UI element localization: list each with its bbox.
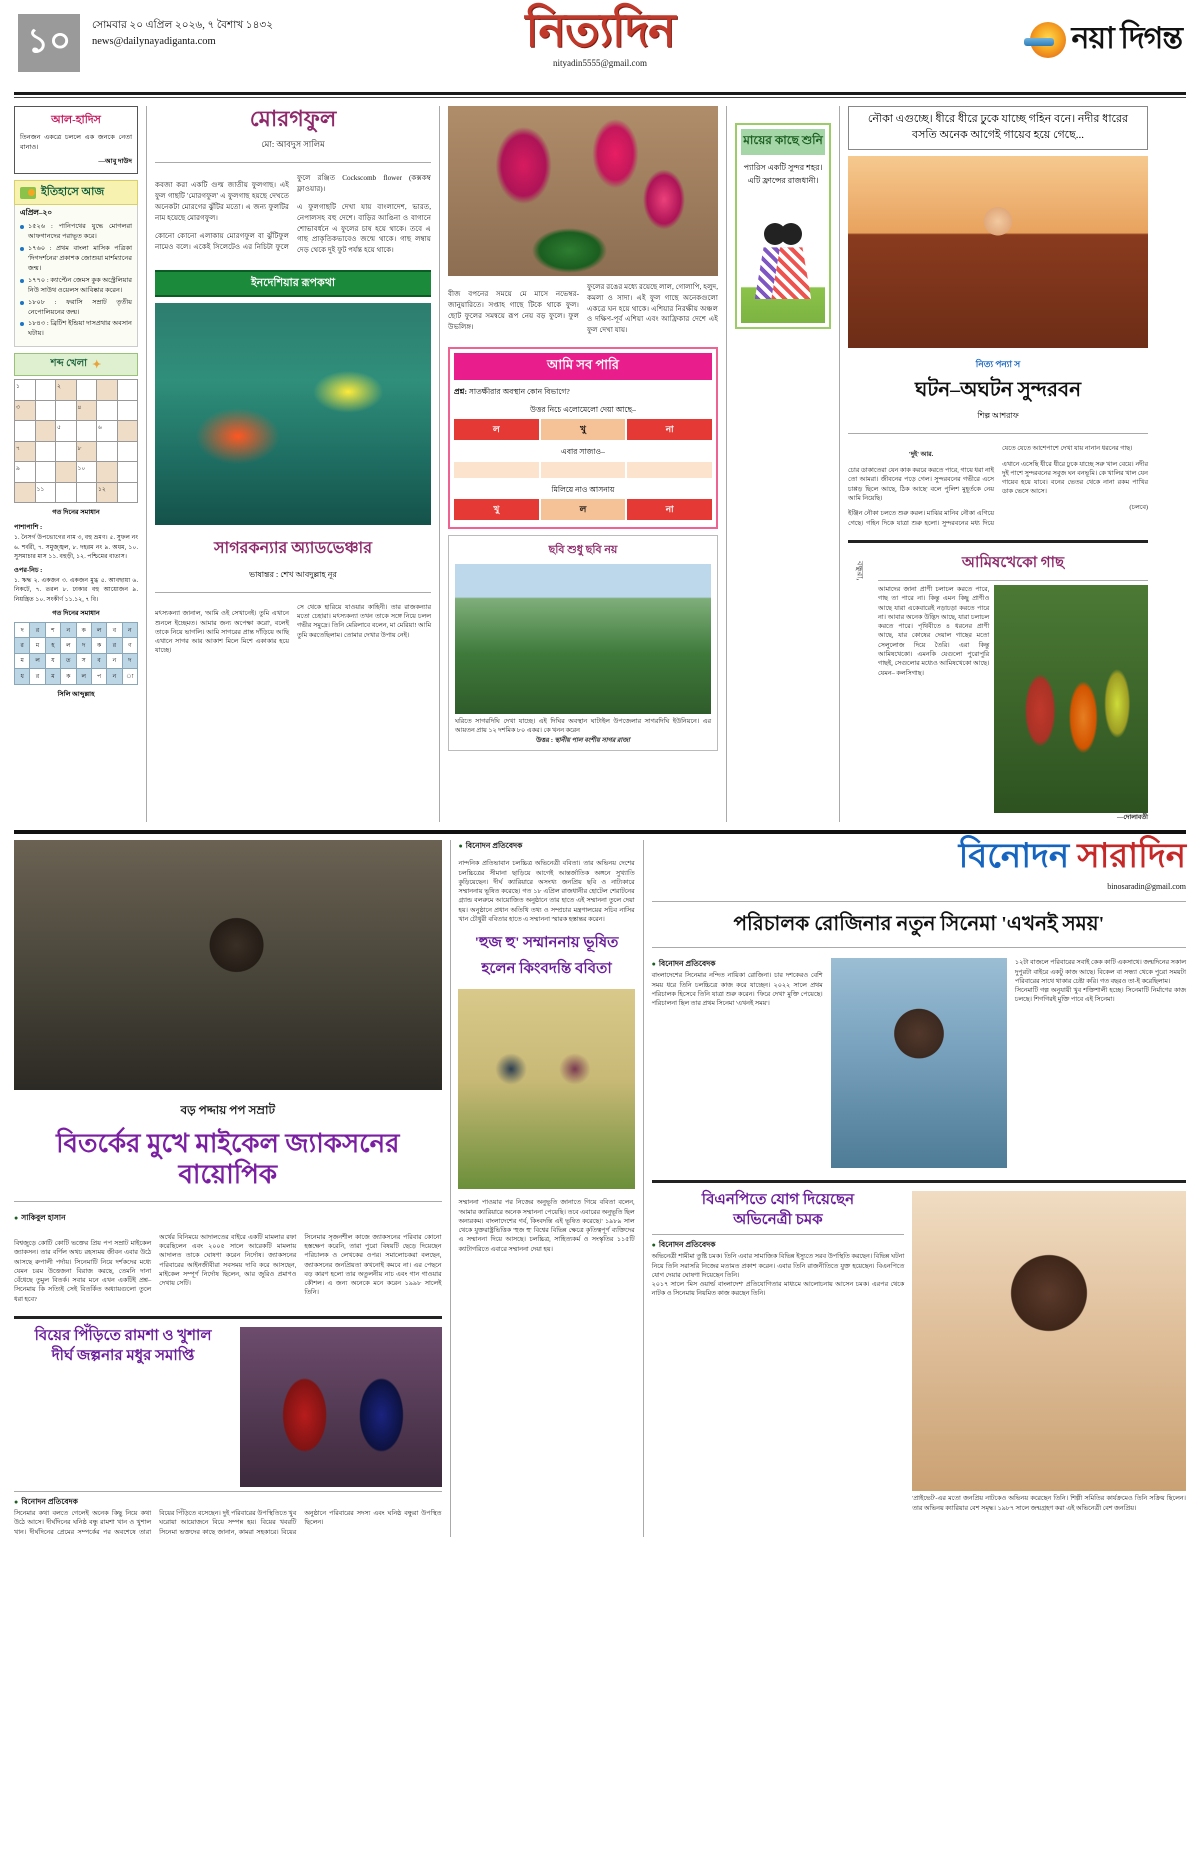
- chomok-photo: [912, 1191, 1186, 1491]
- column-divider: [439, 106, 440, 822]
- michael-jackson-photo: [14, 840, 442, 1090]
- mermaid-title: সাগরকন্যার অ্যাডভেঞ্চার: [213, 539, 372, 557]
- sundarban-brand: নিত্য পন্যা স: [975, 358, 1021, 369]
- cw-cell[interactable]: ১০: [77, 462, 97, 482]
- cw-cell[interactable]: [36, 421, 56, 441]
- cw-cell[interactable]: [36, 401, 56, 421]
- cw-sol-cell: দ: [15, 623, 29, 637]
- answer-label: উত্তর :: [536, 736, 553, 744]
- column-divider: [726, 106, 727, 822]
- cw-cell[interactable]: ৩: [15, 401, 35, 421]
- cw-sol-cell: ক: [61, 669, 75, 683]
- history-title: ইতিহাসে আজ: [41, 186, 105, 199]
- morogful-body: [155, 173, 431, 258]
- rozina-byline: ● বিনোদন প্রতিবেদক: [652, 958, 823, 971]
- cw-cell[interactable]: [97, 401, 117, 421]
- mermaid-byline: ভাষান্তর : শেখ আবদুল্লাহ নূর: [249, 569, 337, 579]
- quiz-title: আমি সব পারি: [454, 353, 712, 380]
- history-item: ১৮০৮ : ফরাসি সম্রাট তৃতীয় নেপোলিয়নের জন্ম।: [20, 298, 132, 318]
- crossword-solution-grid: [14, 622, 138, 685]
- crossword-caption2: গত দিনের সমাধান: [52, 610, 100, 618]
- cockscomb-flower-photo: [448, 106, 718, 276]
- cw-sol-cell: ন: [107, 669, 121, 683]
- sundarban-body: [848, 444, 1148, 528]
- rozina-content: [652, 958, 1186, 1168]
- pitcher-content: [878, 585, 1148, 813]
- cw-sol-cell: ণ: [123, 638, 137, 652]
- paragraph: এ ফুলগাছটি দেখা যায় বাংলাদেশ, ভারত, নেপালসহ বহু দেশে। বাড়ির আঙিনা ও বাগানে শোভাবর্ধনে এ ফুলের চাষ হয়ে থাকে। তবে এ গাছ প্রাকৃতিকভাবেও জন্মে থাকে। গাছ লম্বায় দেড় থেকে দুই ফুট পর্যন্ত হয়ে থাকে।: [297, 203, 431, 255]
- mermaid-illustration: [155, 303, 431, 525]
- cw-cell[interactable]: ১: [15, 380, 35, 400]
- cw-cell[interactable]: [77, 380, 97, 400]
- quiz-question: সাতক্ষীরার অবস্থান কোন বিভাগে?: [468, 387, 570, 397]
- boat-quote-text: নৌকা এগুচ্ছে। ধীরে ধীরে ঢুকে যাচ্ছে গহিন বনে। নদীর ধারের বসতি অনেক আগেই গায়েব হয়ে গেছে...: [867, 113, 1129, 141]
- cw-sol-cell: স: [77, 654, 91, 668]
- column-left: [14, 106, 138, 822]
- quiz-hint: উত্তর নিচে এলোমেলো দেয়া আছে–: [530, 404, 636, 414]
- divider: [848, 540, 1148, 543]
- cw-cell[interactable]: [118, 380, 138, 400]
- wedding-byline: ● বিনোদন প্রতিবেদক: [14, 1496, 442, 1509]
- ent-mast-red: সারাদিন: [1077, 838, 1186, 876]
- mj-byline: ● সাকিবুল হাসান: [14, 1212, 442, 1225]
- quiz-blank[interactable]: [541, 462, 626, 478]
- sundarban-subhead: 'দুই' আর.: [908, 451, 934, 459]
- photo-story-caption: ঘরিতে সাগরদিঘি দেখা যাচ্ছে। এই দিঘির অবস্থান ঘাটাইল উপজেলার সাগরদিঘি ইউনিয়নে। এর আয়তন প্রায় ১২ দশমিক ৮০ একর। কে খনন করেন: [455, 717, 711, 735]
- cw-cell[interactable]: [36, 462, 56, 482]
- lake-photo: [455, 564, 711, 714]
- babita-col2: সম্মাননা পাওয়ার পর নিজের অনুভূতি জানাতে গিয়ে ববিতা বলেন, 'আমার ক্যারিয়ারে অনেক সম্মাননা পেয়েছি। তবে এবারের অনুভূতি ছিল অন্যরকম। বাংলাদেশের গর্ব, কিংবদন্তি এই ভূষিত করেছে।' ১৯৮৯ সাল থেকে যুক্তরাষ্ট্রভিত্তিক 'হুজ হু' বিশ্বের বিভিন্ন ক্ষেত্রে কৃতিত্বপূর্ণ ব্যক্তিদের এ সম্মাননা দিয়ে আসছে। চলচ্চিত্র, সাহিত্যকর্ম ও সংস্কৃতির ১১৫টি ক্যাটাগরিতে এবারে সম্মাননা দেয়া হয়।: [458, 1199, 635, 1253]
- cw-sol-cell: প: [92, 669, 106, 683]
- answer-value: স্থানীয় পাল বংশীয় সাগর রাজা: [554, 736, 630, 744]
- photo-story-box: [448, 535, 718, 751]
- history-list: [14, 205, 138, 347]
- rozina-photo: [831, 958, 1007, 1168]
- mother-box: [735, 123, 831, 330]
- quiz-tile[interactable]: ল: [454, 419, 539, 440]
- crossword-header: [14, 353, 138, 376]
- paragraph: এখানে এসেছি ধীরে ধীরে ঢুকে যাচ্ছে সরু খাল বেয়ে। নদীর দুই পাশে সুন্দরবনের সবুজ ঘন বনভূমি। কে খালির খাল যেন গায়েব হয়ে যাবে। বনের ভেতর থেকে নানা রকম পাখির ডাক ভেসে আসে।: [1002, 460, 1148, 496]
- cw-sol-cell: ল: [77, 669, 91, 683]
- paragraph: কোনো কোনো এলাকায় মোরগফুল বা ঝুঁটিফুল নামেও বলে। একেই সিলেটেও এর নিচিটা ফুলে ফুলে রঞ্জিত Cockscomb flower (কক্সকম্ব ফ্লাওয়ার)।: [155, 174, 431, 251]
- babita-award-photo: [458, 989, 634, 1189]
- wedding-headline-wrap: [14, 1327, 232, 1487]
- cw-sol-cell: র: [107, 638, 121, 652]
- cw-sol-cell: ন: [61, 623, 75, 637]
- page-number: ১০: [18, 14, 80, 72]
- quiz-match-label: মিলিয়ে নাও আসনায়: [551, 484, 615, 494]
- chomok-photo-wrap: [912, 1191, 1186, 1513]
- sundarban-continued: (চলবে): [1129, 504, 1148, 512]
- masthead-dateblock: [92, 14, 273, 50]
- crossword-across-label: পাশাপাশি :: [14, 524, 43, 532]
- entertainment-masthead: [652, 840, 1186, 874]
- cw-cell[interactable]: [118, 442, 138, 462]
- cw-cell[interactable]: [118, 462, 138, 482]
- divider: [652, 947, 1186, 948]
- paper-logo: নয়া দিগন্ত: [1071, 22, 1182, 55]
- paragraph: সিনেমাটি গল্প অনুযায়ী খুব শক্তিশালী হচ্ছে। সিনেমাটি নির্মাণের কাজ চলছে। শিগগিরই মুক্তি পাবে এই সিনেমা।: [1014, 987, 1186, 1004]
- divider: [652, 1180, 1186, 1183]
- quiz-answer-tile: ল: [541, 499, 626, 520]
- kid-figure-right: [769, 223, 813, 309]
- morogful-title: মোরগফুল: [249, 106, 337, 131]
- mj-body: [14, 1233, 442, 1304]
- wedding-top: [14, 1327, 442, 1487]
- pitcher-main: [878, 551, 1148, 822]
- history-item: ১৮৪৩ : ব্রিটিশ ইন্ডিয়া দাসপ্রথার অবসান ঘটায়।: [20, 319, 132, 339]
- ent-mast-blue: বিনোদন: [958, 838, 1070, 876]
- cw-cell[interactable]: ৯: [15, 462, 35, 482]
- paragraph: ফুলের রঙের মধ্যে রয়েছে লাল, গোলাপি, হলুদ, কমলা ও সাদা। এই ফুল গাছে অনেকগুলো একত্রে ঘন হয়ে থাকে। এশিয়ার নিরক্ষীয় অঞ্চল ও দক্ষিণ-পূর্ব এশিয়া এবং আফ্রিকার দেশে এই ফুল দেখা যায়।: [587, 283, 718, 335]
- paragraph: চোর ডাকাতেরা যেন কাক কররে করতে পারে, গায়ে ধরা নাই তো আমরা। জীবনের পড়ে গেল। সুন্দরবনের গভীরে এসে চাপ্পড় ছিলে আছে, ঠিক আছে' বলে পুলিশ মুহূর্তকে নেয় আমি নিয়েছি।: [848, 466, 994, 502]
- chomok-text-wrap: [652, 1191, 905, 1513]
- cw-cell[interactable]: ২: [56, 380, 76, 400]
- crossword-down-text: ১. ঋদ্ধ ২. একজন ৩. একজন মুগ্ধ ৫. আবছায়া ৬. নিকটে, ৭. তরল ৮. ঢাকার বহু আয়োজন ৯. নিয়ন্ত্রিত ১০. সংকীর্ণ ১১.১২, ৭ বি।: [14, 577, 138, 603]
- pitcher-plant-photo: [994, 585, 1148, 813]
- cw-cell[interactable]: [15, 483, 35, 503]
- divider: [652, 1234, 905, 1235]
- crossword-grid[interactable]: [14, 379, 138, 503]
- cw-sol-cell: ন: [107, 654, 121, 668]
- paragraph: বাংলাদেশের সিনেমার নন্দিত নায়িকা রোজিনা। চার দশকেরও বেশি সময় ধরে তিনি চলচ্চিত্রে কাজ করে যাচ্ছেন। ২০২২ সালে প্রথম পরিচালক হিসেবে তিনি যাত্রা শুরু করেন। 'ফিরে দেখা' মুক্তি পেয়েছে। পরিচালনা ছিল তার প্রথম সিনেমা 'এখনই সময়'।: [651, 972, 823, 1008]
- divider: [848, 433, 1148, 434]
- rozina-headline: পরিচালক রোজিনার নতুন সিনেমা 'এখনই সময়': [733, 913, 1105, 936]
- section-separator: [14, 830, 1186, 834]
- babita-headline-2: হলেন কিংবদন্তি ববিতা: [481, 960, 612, 977]
- quiz-answer-tile: না: [627, 499, 712, 520]
- cw-cell[interactable]: [118, 401, 138, 421]
- divider: [155, 592, 431, 593]
- al-hadis-box: [14, 106, 138, 174]
- al-hadis-text: তিনজন একত্রে চললে এক জনকে নেতা বানাও।: [20, 134, 132, 152]
- column-divider: [839, 106, 840, 822]
- cw-sol-cell: র: [15, 638, 29, 652]
- crossword-box: [14, 353, 138, 699]
- paragraph: বীজ বপনের সময়ে মে মাসে নভেম্বর-জানুয়ারিতে। সপ্তাহ গাছে টিকে থাকে ফুল। ছোট ফুলের সমন্বয়ে রূপ নেয় বড় ফুলে। ফুল উভলিঙ্গ।: [448, 290, 579, 331]
- mermaid-section-label: ইনদেশিয়ার রূপকথা: [155, 270, 431, 297]
- cw-cell[interactable]: [118, 483, 138, 503]
- cw-cell[interactable]: ৫: [56, 421, 76, 441]
- column-sundarban: [848, 106, 1148, 822]
- quiz-answer-tile: খু: [454, 499, 539, 520]
- cw-cell[interactable]: [97, 380, 117, 400]
- morogful-body-cont: [448, 282, 718, 341]
- column-mj: [14, 840, 442, 1537]
- paragraph: সে থেকে হারিয়ে যাওয়ার কাহিনী। তার রাজকন্যার মতো চেহারা। মৎস্যকন্যা তখন তাকে সঙ্গে নিয়ে চলল গভীর সমুদ্রে। তিনি মেরিলাবে বলেন, মা মেরিয়া! আমি তুমি করতেছিলাম। তোমার দেখার উপায় নেই।: [297, 603, 431, 639]
- cw-sol-cell: ল: [30, 654, 44, 668]
- divider: [652, 901, 1186, 902]
- cw-cell[interactable]: [36, 380, 56, 400]
- morogful-byline: মো: আবদুস সালিম: [261, 139, 325, 150]
- crossword-across-text: ১. নৈসর্গ উপভোগের নাম ৩, বহু ভ্রমণ। ৫. সুফল নং ৬. শর্বরী, ৭. সমুজ্জ্বল, ৮. দহরম নং ৯. অধম, ১০. সুসমাচার মাস ১১. বহুড়ী, ১২. পশ্চিমের বাতাস।: [14, 534, 138, 560]
- history-date: এপ্রিল–২০: [20, 208, 53, 218]
- mermaid-body: [155, 603, 431, 656]
- cw-sol-cell: হ: [46, 638, 60, 652]
- date-line: সোমবার ২০ এপ্রিল ২০২৬, ৭ বৈশাখ ১৪৩২: [92, 20, 274, 31]
- paragraph: অভিনেত্রী শামীমা তুষ্টি চমক। তিনি এবার সামাজিক বিভিন্ন ইস্যুতে সরব উপস্থিতি করছেন। বিভিন্ন ঘটনা নিয়ে তিনি সরাসরি নিজের মতামত প্রকাশ করেন। এবার তিনি রাজনীতিতে যুক্ত হয়েছেন। বিএনপিতে যোগ দেয়ার ঘোষণা দিয়েছেন তিনি।: [651, 1253, 905, 1279]
- cw-cell[interactable]: ৪: [77, 401, 97, 421]
- cw-cell[interactable]: [97, 442, 117, 462]
- crossword-signature: সিলি আব্দুল্লাহ: [57, 690, 95, 698]
- cw-sol-cell: ব: [107, 623, 121, 637]
- cw-sol-cell: ক: [92, 638, 106, 652]
- cw-sol-cell: ত: [61, 654, 75, 668]
- sunrise-icon: [1030, 22, 1066, 58]
- cw-cell[interactable]: ৬: [97, 421, 117, 441]
- chomok-block: [652, 1191, 1186, 1513]
- cw-cell[interactable]: [118, 421, 138, 441]
- cw-sol-cell: য: [46, 654, 60, 668]
- history-today-box: [14, 180, 138, 347]
- cw-sol-cell: ক: [77, 623, 91, 637]
- quiz-question-line: [454, 386, 712, 397]
- quiz-blank-row[interactable]: [454, 462, 712, 478]
- cw-cell[interactable]: [56, 462, 76, 482]
- pitcher-text: আমাদের জানা প্রাণী চলাচল করতে পারে, গাছ তা পারে না। কিন্তু এমন কিছু প্রাণীও আছে যারা একেবারেই নড়াচড়া করতে পারে না। আবার অনেক উদ্ভিদ আছে, যারা চলাচল করতে পারে। পৃথিবীতে ৪ ধরনের প্রাণী আছে, যার কোষের দেয়াল গাছের মতো সেলুলোজ দিয়ে তৈরি। এরা কিন্তু আমিষখেকো। এমনকি যেগুলো পুরোপুরি গাছই, সেগুলোর মধ্যেও আমিষখেকো আছে। যেমন– কলসিগাছ।: [878, 586, 990, 677]
- section-logo-block: [525, 5, 675, 68]
- entertainment-email: binosaradin@gmail.com: [1107, 882, 1186, 892]
- cw-cell[interactable]: [77, 483, 97, 503]
- page-body: [0, 98, 1200, 1537]
- crossword-down-label: ওপর-নিচ :: [14, 567, 43, 575]
- cw-sol-cell: শ: [46, 623, 60, 637]
- column-mother: [735, 106, 831, 822]
- cw-sol-cell: া: [123, 669, 137, 683]
- newsdesk-email: news@dailynayadiganta.com: [92, 35, 216, 47]
- cw-cell[interactable]: ১১: [36, 483, 56, 503]
- wedding-headline-1: বিয়ের পিঁড়িতে রামশা ও খুশাল: [34, 1328, 212, 1345]
- cw-cell[interactable]: [15, 421, 35, 441]
- masthead-rule: [14, 92, 1186, 95]
- friends-label: বন্ধুরা,: [855, 561, 865, 581]
- quiz-answer-row: [454, 499, 712, 520]
- divider: [14, 1316, 442, 1319]
- chomok-headline-1: বিএনপিতে যোগ দিয়েছেন: [701, 1192, 855, 1209]
- kids-illustration: [741, 193, 825, 323]
- quiz-tile[interactable]: খু: [541, 419, 626, 440]
- wedding-photo: [240, 1327, 441, 1487]
- history-item: ১৭৬০ : প্রথম বাংলা মাসিক পত্রিকা 'দিগদর্শনের' প্রকাশক জোশুয়া মার্শম্যানের জন্ম।: [20, 244, 132, 274]
- column-divider: [450, 840, 451, 1537]
- divider: [14, 1491, 442, 1492]
- quiz-question-label: প্রশ্ন:: [454, 387, 467, 397]
- pitcher-title: আমিষখেকো গাছ: [961, 555, 1065, 572]
- cw-sol-cell: দ: [123, 654, 137, 668]
- cw-sol-cell: ম: [30, 638, 44, 652]
- paragraph: কবজা করা একটি গুল্ম জাতীয় ফুলগাছ। এই ফুল গাছটি 'মোরগফুল' এ ফুলগাছ হয়ছে দেখতে অনেকটা মোরগের ঝুঁটির মতো। এ জন্য ফুলটির নাম হয়েছে মোরগফুল।: [155, 181, 289, 222]
- cw-sol-cell: ম: [15, 654, 29, 668]
- quiz-scrambled-row[interactable]: [454, 419, 712, 440]
- paragraph: ইঞ্জিন নৌকা চলতে শুরু করল। মাঝির মানিব নৌকা এগিয়ে গেছে। গহিন দিকে যাত্রা শুরু হলো। সুন্দরবনের মধ্য দিয়ে যেতে যেতে আশেপাশে দেখা যায় নানান ধরনের গাছ।: [848, 444, 1133, 527]
- paragraph: বিশ্বজুড়ে কোটি কোটি ভক্তের প্রিয় পপ সম্রাট মাইকেল জ্যাকসন। তার বর্ণিল অথচ রহস্যময় জীবন এবার উঠে আসছে রুপালী পর্দায়। সিনেমাটি নিয়ে দর্শকদের মধ্যে যেমন চরম উত্তেজনা বিরাজ করছে, তেমনি দানা বেঁধেছে তুমুল বিতর্ক। সবার মনে এখন একটিই প্রশ্ন– সিনেমায় কি সত্যিই সেই বিতর্কিত অধ্যায়গুলো তুলে ধরা হবে?: [14, 1240, 152, 1303]
- quiz-arrange-label: এবার সাজাও–: [561, 447, 605, 457]
- cw-cell[interactable]: [56, 442, 76, 462]
- section-logo: নিত্যদিন: [525, 5, 675, 56]
- star-icon: ✦: [92, 359, 102, 372]
- paper-logo-block: [1030, 14, 1182, 65]
- sundarban-illustration: [848, 156, 1148, 348]
- al-hadis-title: আল-হাদিস: [51, 114, 101, 126]
- sundarban-title: ঘটন–অঘটন সুন্দরবন: [914, 378, 1082, 401]
- pitcher-credit: —দোলাবতী: [1117, 814, 1148, 822]
- mj-headline: বিতর্কের মুখে মাইকেল জ্যাকসনের বায়োপিক: [56, 1129, 400, 1190]
- babita-byline: ● বিনোদন প্রতিবেদক: [458, 840, 634, 853]
- cw-sol-cell: দ: [77, 638, 91, 652]
- pitcher-row: [848, 551, 1148, 822]
- babita-headline-1: 'হুজ হু' সম্মাননায় ভূষিত: [474, 935, 619, 952]
- cw-cell[interactable]: ৭: [15, 442, 35, 462]
- column-rozina: [652, 840, 1186, 1537]
- history-item: ১৫২৬ : পানিপথের যুদ্ধে মোগলরা আফগানদের পরাভূত করে।: [20, 222, 132, 242]
- cw-sol-cell: ন: [123, 623, 137, 637]
- crossword-title: শব্দ খেলা: [50, 358, 88, 370]
- kid-dress: [771, 247, 811, 299]
- rozina-col3: [1015, 958, 1186, 1168]
- top-row: [14, 106, 1186, 822]
- cw-sol-cell: ল: [61, 638, 75, 652]
- morogful-overflow: [735, 106, 831, 117]
- column-center: [448, 106, 718, 822]
- column-divider: [643, 840, 644, 1537]
- quiz-tile[interactable]: না: [627, 419, 712, 440]
- photo-story-answer: [455, 736, 711, 745]
- crossword-caption: গত দিনের সমাধান: [52, 509, 100, 517]
- cw-sol-cell: ধ: [15, 669, 29, 683]
- wedding-photo-wrap: [240, 1327, 441, 1487]
- rozina-photo-wrap: [831, 958, 1007, 1168]
- divider: [14, 1201, 442, 1202]
- cw-sol-cell: র: [30, 669, 44, 683]
- cw-cell[interactable]: [36, 442, 56, 462]
- pitcher-side-label: [848, 551, 872, 822]
- masthead: [0, 0, 1200, 92]
- babita-col1: নান্দনিক প্রতিভাবান চলচ্চিত্র অভিনেত্রী ববিতা। তার অভিনয় দেশের চলচ্চিত্রের সীমানা ছাড়িয়ে আগেই আন্তর্জাতিক অঙ্গনে সুখ্যাতি কুড়িয়েছেন। দীর্ঘ ক্যারিয়ারে অসংখ্য জনপ্রিয় ছবি ও নাট্যকারে সম্মাননায় ভূষিত করেছে। গত ১৮ এপ্রিল রাজধানীর হোটেল শেরাটনের গ্র্যান্ড বলরুমে আয়োজিত অনুষ্ঠানে তার হাতে এই সম্মাননা তুলে দেয়া হয়। অনুষ্ঠানে প্রধান অতিথি তথ্য ও সম্প্রচার মন্ত্রণালয়ের সচিব নাসির খান চৌধুরী ববিতার হাতে এ সম্মাননা স্মারক হস্তান্তর করেন।: [458, 860, 635, 923]
- cw-sol-cell: ল: [92, 623, 106, 637]
- paragraph: মৎস্যকন্যা জানাল, 'আমি ওই সেখানেই। তুমি এখানে শুনলে ইচ্ছেমত। আমার জন্য অপেক্ষা করো', বলেই তাকে নিয়ে ভাগলি। আমি সাগরের প্রান্ত দাঁড়িয়ে আছি এখানে সাগর আর আকাশ মিলে মিশে একাকার হয়ে যাচ্ছে।: [155, 610, 289, 655]
- quiz-box: [448, 347, 718, 529]
- paragraph: সিনেমার সৃজনশীল কাজে জ্যাকসনের পরিবার কোনো হস্তক্ষেপ করেনি, তারা পুরো বিষয়টি ছেড়ে দিয়েছেন পরিচালক ও লেখকের ওপর। সমালোচকরা বলছেন, জ্যাকসনের জনপ্রিয়তা কখনোই কমবে না। এর পেছনে বড় কারণ হলো তার অতুলনীয় নাচ এবং গান গাওয়ার কৌশল। এ জন্য অনেকে মনে করেন ১৯৯৮ সালেই তিনি।: [304, 1233, 442, 1297]
- chomok-byline: ● বিনোদন প্রতিবেদক: [652, 1239, 905, 1252]
- section-email: nityadin5555@gmail.com: [552, 58, 648, 68]
- rozina-col1: [652, 958, 823, 1168]
- mj-kicker: বড় পদ্দায় পপ সম্রাট: [180, 1103, 276, 1118]
- history-item: ১৭৭০ : ক্যাপ্টেন জেমস কুক অস্ট্রেলিয়ার নিউ সাউথ ওয়েলস আবিষ্কার করেন।: [20, 276, 132, 296]
- boat-quote-box: [848, 106, 1148, 150]
- wedding-block: [14, 1327, 442, 1537]
- column-babita: [458, 840, 634, 1537]
- paragraph: অর্থের বিনিময়ে আদালতের বাইরে একটি মামলার রফা করেছিলেন এবং ২০০৫ সালে আরেকটি মামলায় আদালত তাকে ঘোষণা করেন নির্দোষ। জ্যাকসনের পরিবারের আইনজীবীরা সবসময় দাবি করে আসছেন, মাইকেল সম্পূর্ণ নির্দোষ ছিলেন, আর জুরিও প্রমাণও দেখায় সেটি।: [159, 1233, 297, 1288]
- cw-sol-cell: ব: [92, 654, 106, 668]
- paragraph: ১২টা বাজলে পরিবারের সবাই কেক কাটি একসাথে। জন্মদিনের সকাল দুপুরটা বাইরে একটু কাজ আছে। বিকেল বা সন্ধ্যা থেকে পুরো সময়টা পরিবারের সাথে থাকার চেষ্টা করি। গত বছরও তা-ই করেছিলাম।: [1014, 959, 1186, 985]
- divider: [878, 580, 1148, 581]
- wedding-headline-2: দীর্ঘ জল্পনার মধুর সমাপ্তি: [51, 1347, 195, 1364]
- paragraph: 'প্রাইভেট'-এর মতো জনপ্রিয় নাটকেও অভিনয় করেছেন তিনি। শিল্পী সমিতির কার্যক্রমেও তিনি সক্রিয় ছিলেন। তার অভিনয় ক্যারিয়ার বেশ সমৃদ্ধ। ১৯৮৭ সালে জন্মগ্রহণ করা এই অভিনেত্রী বেশ জনপ্রিয়।: [912, 1495, 1186, 1512]
- paragraph: ২০১৭ সালে 'মিস ওয়ার্ল্ড বাংলাদেশ' প্রতিযোগিতার মাধ্যমে আলোচনায় আসেন চমক। এরপর থেকে নাটক ও সিনেমায় নিয়মিত কাজ করছেন তিনি।: [651, 1281, 905, 1298]
- photo-story-title: ছবি শুধু ছবি নয়: [548, 543, 618, 556]
- pitcher-photo-wrap: [994, 585, 1148, 813]
- sundarban-byline: শিল্প আশরাফ: [977, 410, 1019, 420]
- divider: [155, 162, 431, 163]
- cw-sol-cell: ম: [46, 669, 60, 683]
- al-hadis-source: —আবু দাউদ: [98, 158, 132, 166]
- quiz-blank[interactable]: [627, 462, 712, 478]
- cw-cell[interactable]: ১২: [97, 483, 117, 503]
- cw-cell[interactable]: ৮: [77, 442, 97, 462]
- column-divider: [146, 106, 147, 822]
- cw-sol-cell: র: [30, 623, 44, 637]
- kid-head: [780, 223, 802, 245]
- chomok-headline-2: অভিনেত্রী চমক: [733, 1211, 823, 1228]
- wedding-body: সিনেমার কথা বলতে গেলেই অনেক কিছু নিয়ে কথা উঠে আসে। দীর্ঘদিনের ঘনিষ্ঠ বন্ধু রামশা খান ও খুশাল খান। দীর্ঘদিনের প্রেমের সম্পর্কের পর অবশেষে তারা বিয়ের পিঁড়িতে বসেছেন। দুই পরিবারের উপস্থিতিতে খুব ঘরোয়া আয়োজনে বিয়ে সম্পন্ন হয়। বিয়ের খবরটি সিনেমা ভক্তদের কাছে জানান, কামরা সহকারে। বিয়ের অনুষ্ঠানে পরিবারের সদস্য এবং ঘনিষ্ঠ বন্ধুরা উপস্থিত ছিলেন।: [14, 1510, 442, 1536]
- column-morogful: [155, 106, 431, 822]
- cw-cell[interactable]: [77, 421, 97, 441]
- entertainment-row: [14, 840, 1186, 1537]
- cw-cell[interactable]: [97, 462, 117, 482]
- cw-cell[interactable]: [56, 401, 76, 421]
- cw-cell[interactable]: [56, 483, 76, 503]
- mother-text: প্যারিস একটি সুন্দর শহর। এটি ফ্রান্সের রাজধানী।: [743, 162, 823, 185]
- arrow-icon: [20, 187, 36, 199]
- quiz-blank[interactable]: [454, 462, 539, 478]
- history-header: [14, 180, 138, 205]
- mother-title: মায়ের কাছে শুনি: [741, 129, 825, 155]
